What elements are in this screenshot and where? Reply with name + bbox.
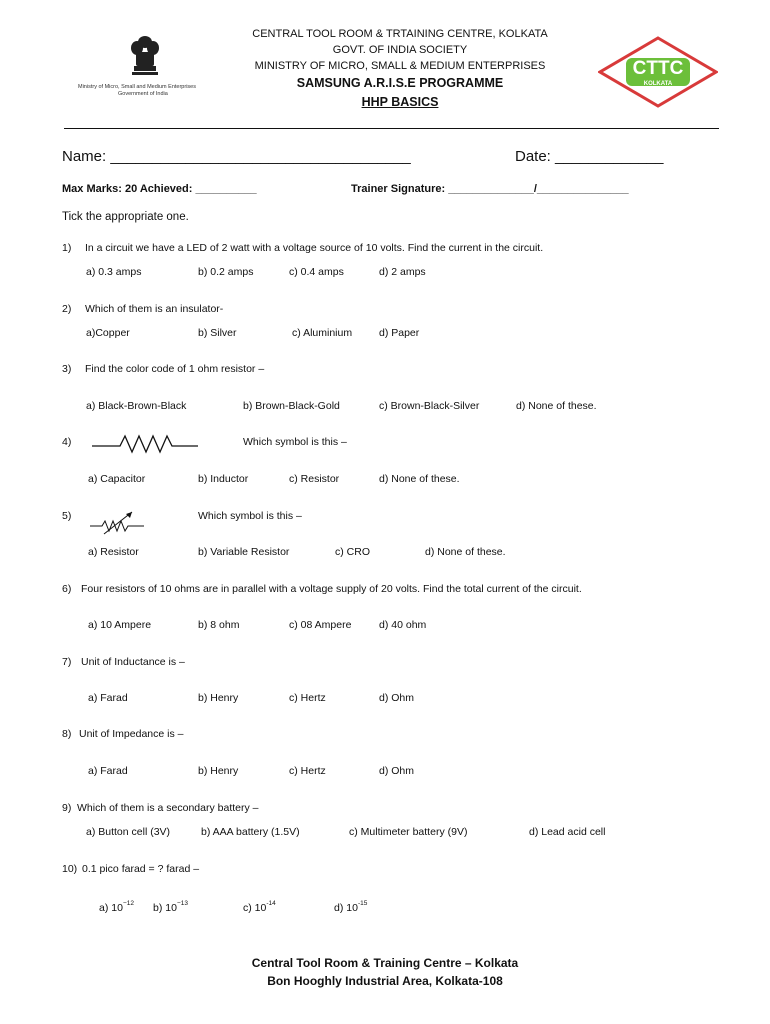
question-3-text: Find the color code of 1 ohm resistor – <box>85 363 265 375</box>
emblem-caption-1: Ministry of Micro, Small and Medium Enterprises <box>78 84 196 90</box>
q5-option-a[interactable]: a) Resistor <box>88 546 139 558</box>
q3-option-b[interactable]: b) Brown-Black-Gold <box>243 400 340 412</box>
emblem-caption-2: Government of India <box>118 91 168 97</box>
footer-line-1: Central Tool Room & Training Centre – Kolkata <box>251 956 519 970</box>
question-4-text: Which symbol is this – <box>243 436 347 448</box>
q1-option-d[interactable]: d) 2 amps <box>379 266 426 278</box>
date-field[interactable]: Date: _____________ <box>515 148 664 165</box>
question-10-text: 0.1 pico farad = ? farad – <box>82 863 200 875</box>
q3-option-a[interactable]: a) Black-Brown-Black <box>86 400 187 412</box>
question-2-number: 2) <box>62 303 72 315</box>
q5-option-d[interactable]: d) None of these. <box>425 546 506 558</box>
q9-option-d[interactable]: d) Lead acid cell <box>529 826 606 838</box>
name-field[interactable]: Name: ____________________________________ <box>62 148 411 165</box>
q8-option-c[interactable]: c) Hertz <box>289 765 326 777</box>
q6-option-a[interactable]: a) 10 Ampere <box>88 619 152 631</box>
question-9-number: 9) <box>62 802 72 814</box>
footer-line-2: Bon Hooghly Industrial Area, Kolkata-108 <box>267 974 503 988</box>
q9-option-a[interactable]: a) Button cell (3V) <box>86 826 171 838</box>
instruction: Tick the appropriate one. <box>62 211 189 223</box>
q8-option-b[interactable]: b) Henry <box>198 765 239 777</box>
logo-text: CTTC <box>632 58 684 79</box>
q4-option-d[interactable]: d) None of these. <box>379 473 460 485</box>
q2-option-d[interactable]: d) Paper <box>379 327 420 339</box>
q7-option-d[interactable]: d) Ohm <box>379 692 415 704</box>
q6-option-c[interactable]: c) 08 Ampere <box>289 619 352 631</box>
question-10-number: 10) <box>62 863 78 875</box>
q1-option-b[interactable]: b) 0.2 amps <box>198 266 254 278</box>
q1-option-c[interactable]: c) 0.4 amps <box>289 266 344 278</box>
q3-option-c[interactable]: c) Brown-Black-Silver <box>379 400 480 412</box>
question-4-number: 4) <box>62 436 72 448</box>
q2-option-a[interactable]: a)Copper <box>86 327 130 339</box>
header-line-2: GOVT. OF INDIA SOCIETY <box>332 44 468 56</box>
q1-option-a[interactable]: a) 0.3 amps <box>86 266 142 278</box>
q5-option-c[interactable]: c) CRO <box>335 546 370 558</box>
q8-option-d[interactable]: d) Ohm <box>379 765 415 777</box>
question-6-text: Four resistors of 10 ohms are in parallel with a voltage supply of 20 volts. Find the total current of the circuit. <box>81 583 582 595</box>
q5-option-b[interactable]: b) Variable Resistor <box>198 546 290 558</box>
course-title: HHP BASICS <box>361 95 439 109</box>
header-line-1: CENTRAL TOOL ROOM & TRTAINING CENTRE, KOLKATA <box>252 28 548 40</box>
question-5-number: 5) <box>62 510 72 522</box>
question-5-text: Which symbol is this – <box>198 510 302 522</box>
variable-resistor-symbol-icon <box>90 508 146 536</box>
programme-title: SAMSUNG A.R.I.S.E PROGRAMME <box>296 76 504 90</box>
cttc-logo <box>598 36 718 108</box>
q7-option-c[interactable]: c) Hertz <box>289 692 326 704</box>
question-6-number: 6) <box>62 583 72 595</box>
q10-option-b[interactable]: b) $10^{-13}$ <box>153 900 188 914</box>
resistor-symbol-icon <box>92 432 200 454</box>
q6-option-b[interactable]: b) 8 ohm <box>198 619 240 631</box>
header-line-3: MINISTRY OF MICRO, SMALL & MEDIUM ENTERPRISES <box>254 60 546 72</box>
header-divider <box>64 128 719 129</box>
q8-option-a[interactable]: a) Farad <box>88 765 128 777</box>
question-8-text: Unit of Impedance is – <box>79 728 184 740</box>
question-1-number: 1) <box>62 242 72 254</box>
q2-option-c[interactable]: c) Aluminium <box>292 327 353 339</box>
question-9-text: Which of them is a secondary battery – <box>77 802 259 814</box>
question-8-number: 8) <box>62 728 72 740</box>
q9-option-c[interactable]: c) Multimeter battery (9V) <box>349 826 468 838</box>
q10-option-c[interactable]: c) $10^{-14}$ <box>243 900 276 914</box>
q10-option-d[interactable]: d) $10^{-15}$ <box>334 900 368 914</box>
q4-option-b[interactable]: b) Inductor <box>198 473 249 485</box>
logo-sub: KOLKATA <box>643 81 673 87</box>
question-3-number: 3) <box>62 363 72 375</box>
q4-option-a[interactable]: a) Capacitor <box>88 473 146 485</box>
q7-option-a[interactable]: a) Farad <box>88 692 128 704</box>
q3-option-d[interactable]: d) None of these. <box>516 400 597 412</box>
q2-option-b[interactable]: b) Silver <box>198 327 237 339</box>
emblem <box>78 34 213 100</box>
question-1-text: In a circuit we have a LED of 2 watt with a voltage source of 10 volts. Find the current in the circuit. <box>85 242 544 254</box>
question-2-text: Which of them is an insulator- <box>85 303 224 315</box>
q4-option-c[interactable]: c) Resistor <box>289 473 340 485</box>
question-7-text: Unit of Inductance is – <box>81 656 185 668</box>
question-7-number: 7) <box>62 656 72 668</box>
q6-option-d[interactable]: d) 40 ohm <box>379 619 427 631</box>
q10-option-a[interactable]: a) $10^{-12}$ <box>99 900 134 914</box>
trainer-signature-field[interactable]: Trainer Signature: ______________/_______________ <box>351 183 629 195</box>
national-emblem-icon <box>78 34 213 88</box>
marks-field[interactable]: Max Marks: 20 Achieved: __________ <box>62 183 257 195</box>
q7-option-b[interactable]: b) Henry <box>198 692 239 704</box>
q9-option-b[interactable]: b) AAA battery (1.5V) <box>201 826 300 838</box>
